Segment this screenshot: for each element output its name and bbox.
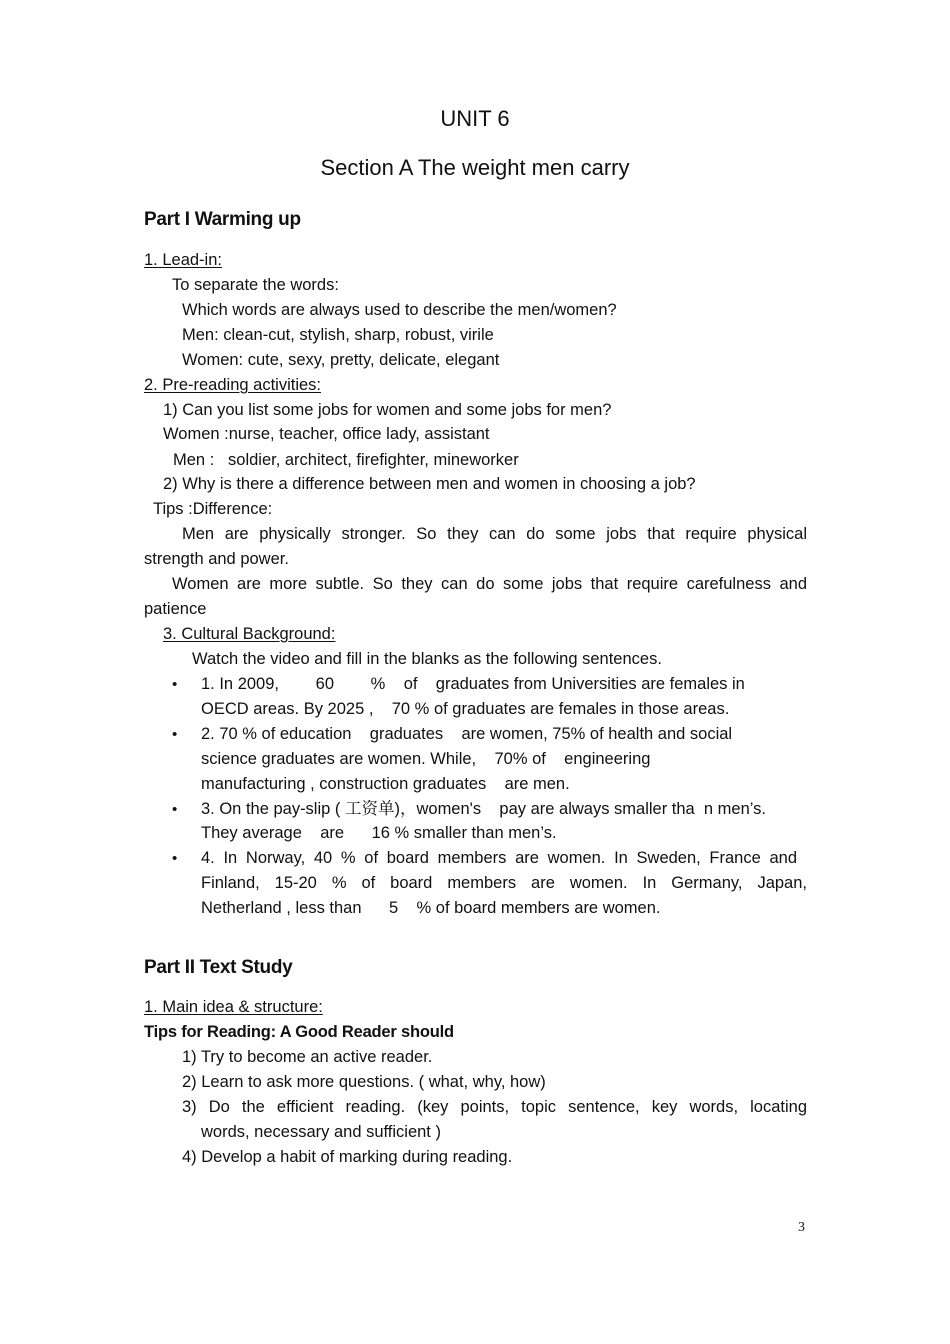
bullet-marker: •: [172, 850, 178, 867]
leadin-intro: To separate the words:: [172, 276, 339, 294]
tip-3-line2: words, necessary and sufficient ): [201, 1123, 441, 1141]
cultural-item-3-line1: 3. On the pay-slip ( 工资单)，women's pay are always smaller tha n men’s.: [201, 800, 766, 818]
tip-1: 1) Try to become an active reader.: [182, 1048, 433, 1066]
prereading-men-line2: strength and power.: [144, 550, 289, 568]
prereading-women-jobs: Women :nurse, teacher, office lady, assistant: [163, 425, 490, 443]
cultural-item-2-line2: science graduates are women. While, 70% of engineering: [201, 750, 651, 768]
prereading-men-line1: Men are physically stronger. So they can do some jobs that require physical: [182, 525, 807, 543]
leadin-men: Men: clean-cut, stylish, sharp, robust, virile: [182, 326, 494, 344]
tip-4: 4) Develop a habit of marking during reading.: [182, 1148, 513, 1166]
bullet-marker: •: [172, 726, 178, 743]
tip-3-line1: 3) Do the efficient reading. (key points, topic sentence, key words, locating: [182, 1098, 807, 1116]
cultural-item-1-line2: OECD areas. By 2025 , 70 % of graduates are females in those areas.: [201, 700, 730, 718]
cultural-intro: Watch the video and fill in the blanks as the following sentences.: [192, 650, 662, 668]
cultural-item-4-line2: Finland, 15-20 % of board members are women. In Germany, Japan,: [201, 874, 807, 892]
prereading-men-jobs: Men : soldier, architect, firefighter, mineworker: [173, 451, 519, 469]
cultural-item-4-line1: 4. In Norway, 40 % of board members are women. In Sweden, France and: [201, 849, 797, 867]
prereading-q2: 2) Why is there a difference between men and women in choosing a job?: [163, 475, 696, 493]
leadin-label: 1. Lead-in:: [144, 251, 222, 269]
prereading-tips: Tips :Difference:: [153, 500, 273, 518]
section-title: Section A The weight men carry: [320, 155, 630, 180]
leadin-question: Which words are always used to describe the men/women?: [182, 301, 617, 319]
cultural-item-2-line3: manufacturing , construction graduates are men.: [201, 775, 570, 793]
main-idea-label: 1. Main idea & structure:: [144, 998, 323, 1016]
prereading-q1: 1) Can you list some jobs for women and some jobs for men?: [163, 401, 612, 419]
bullet-marker: •: [172, 676, 178, 693]
part1-heading: Part I Warming up: [144, 209, 301, 230]
cultural-item-3-line2: They average are 16 % smaller than men’s.: [201, 824, 557, 842]
prereading-women-line1: Women are more subtle. So they can do some jobs that require carefulness and: [172, 575, 807, 593]
prereading-label: 2. Pre-reading activities:: [144, 376, 321, 394]
tip-2: 2) Learn to ask more questions. ( what, why, how): [182, 1073, 546, 1091]
leadin-women: Women: cute, sexy, pretty, delicate, elegant: [182, 351, 500, 369]
bullet-marker: •: [172, 801, 178, 818]
unit-title: UNIT 6: [440, 106, 510, 131]
cultural-item-2-line1: 2. 70 % of education graduates are women, 75% of health and social: [201, 725, 733, 743]
page-number: 3: [798, 1220, 805, 1235]
cultural-item-4-line3: Netherland , less than 5 % of board members are women.: [201, 899, 661, 917]
part2-heading: Part II Text Study: [144, 957, 293, 978]
tips-heading: Tips for Reading: A Good Reader should: [144, 1023, 454, 1041]
prereading-women-line2: patience: [144, 600, 207, 618]
cultural-label: 3. Cultural Background:: [163, 625, 336, 643]
cultural-item-1-line1: 1. In 2009, 60 % of graduates from Universities are females in: [201, 675, 745, 693]
